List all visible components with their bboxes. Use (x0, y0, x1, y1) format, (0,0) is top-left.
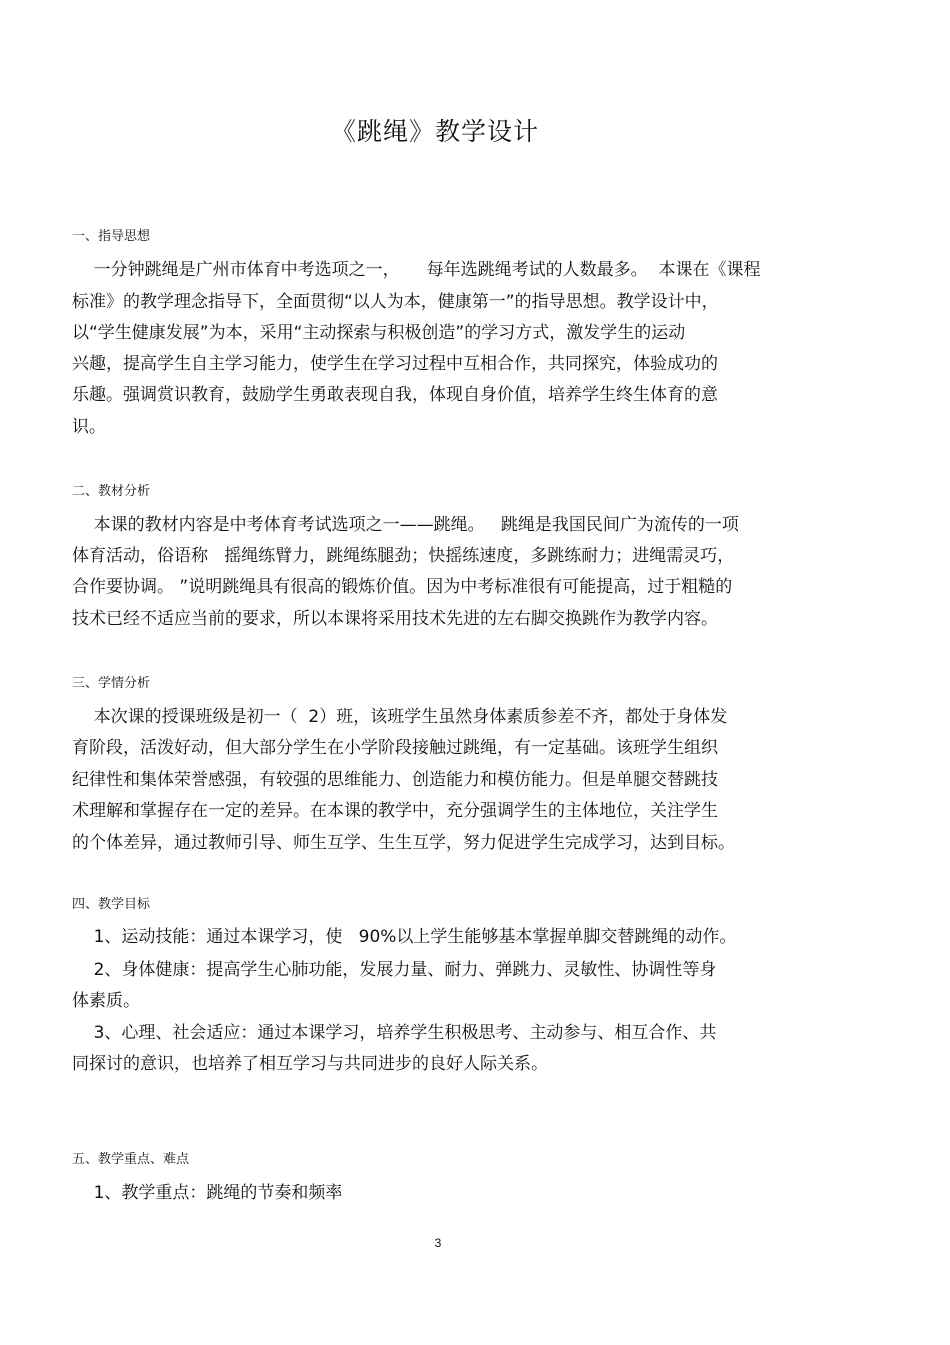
paragraph-line: 3、心理、社会适应：通过本课学习，培养学生积极思考、主动参与、相互合作、共 (72, 1023, 717, 1043)
paragraph-line: 本课的教材内容是中考体育考试选项之一——跳绳。 跳绳是我国民间广为流传的一项 (72, 515, 739, 535)
paragraph-line: 识。 (72, 417, 106, 437)
paragraph-line: 1、运动技能：通过本课学习，使 90%以上学生能够基本掌握单脚交替跳绳的动作。 (72, 927, 737, 947)
paragraph-line: 育阶段，活泼好动，但大部分学生在小学阶段接触过跳绳，有一定基础。该班学生组织 (72, 738, 718, 758)
section-heading-guiding-ideology: 一、指导思想 (72, 229, 151, 244)
paragraph-line: 技术已经不适应当前的要求，所以本课将采用技术先进的左右脚交换跳作为教学内容。 (72, 609, 718, 629)
paragraph-line: 术理解和掌握存在一定的差异。在本课的教学中，充分强调学生的主体地位，关注学生 (72, 801, 718, 821)
paragraph-line: 本次课的授课班级是初一（ 2）班，该班学生虽然身体素质参差不齐，都处于身体发 (72, 707, 728, 727)
paragraph-line: 1、教学重点：跳绳的节奏和频率 (72, 1183, 343, 1203)
paragraph-line: 乐趣。强调赏识教育，鼓励学生勇敢表现自我，体现自身价值，培养学生终生体育的意 (72, 385, 718, 405)
document-title: 《跳绳》教学设计 (330, 117, 539, 146)
section-heading-material-analysis: 二、教材分析 (72, 484, 151, 499)
paragraph-line: 以“学生健康发展”为本，采用“主动探索与积极创造”的学习方式，激发学生的运动 (72, 323, 686, 343)
paragraph-line: 标准》的教学理念指导下，全面贯彻“以人为本，健康第一”的指导思想。教学设计中， (72, 292, 719, 312)
paragraph-line: 的个体差异，通过教师引导、师生互学、生生互学，努力促进学生完成学习，达到目标。 (72, 833, 735, 853)
paragraph-line: 纪律性和集体荣誉感强，有较强的思维能力、创造能力和模仿能力。但是单腿交替跳技 (72, 770, 718, 790)
paragraph-line: 体育活动，俗语称 摇绳练臂力，跳绳练腿劲；快摇练速度，多跳练耐力；进绳需灵巧， (72, 546, 735, 566)
section-heading-teaching-objectives: 四、教学目标 (72, 897, 151, 912)
section-heading-key-points: 五、教学重点、难点 (72, 1152, 190, 1167)
paragraph-line: 体素质。 (72, 991, 140, 1011)
section-heading-student-analysis: 三、学情分析 (72, 676, 151, 691)
paragraph-line: 兴趣，提高学生自主学习能力，使学生在学习过程中互相合作，共同探究，体验成功的 (72, 354, 718, 374)
page-number: 3 (434, 1236, 442, 1250)
paragraph-line: 2、身体健康：提高学生心肺功能，发展力量、耐力、弹跳力、灵敏性、协调性等身 (72, 960, 717, 980)
paragraph-line: 合作要协调。 ”说明跳绳具有很高的锻炼价值。因为中考标准很有可能提高，过于粗糙的 (72, 577, 733, 597)
paragraph-line: 同探讨的意识，也培养了相互学习与共同进步的良好人际关系。 (72, 1054, 548, 1074)
paragraph-line: 一分钟跳绳是广州市体育中考选项之一， 每年选跳绳考试的人数最多。 本课在《课程 (72, 260, 761, 280)
